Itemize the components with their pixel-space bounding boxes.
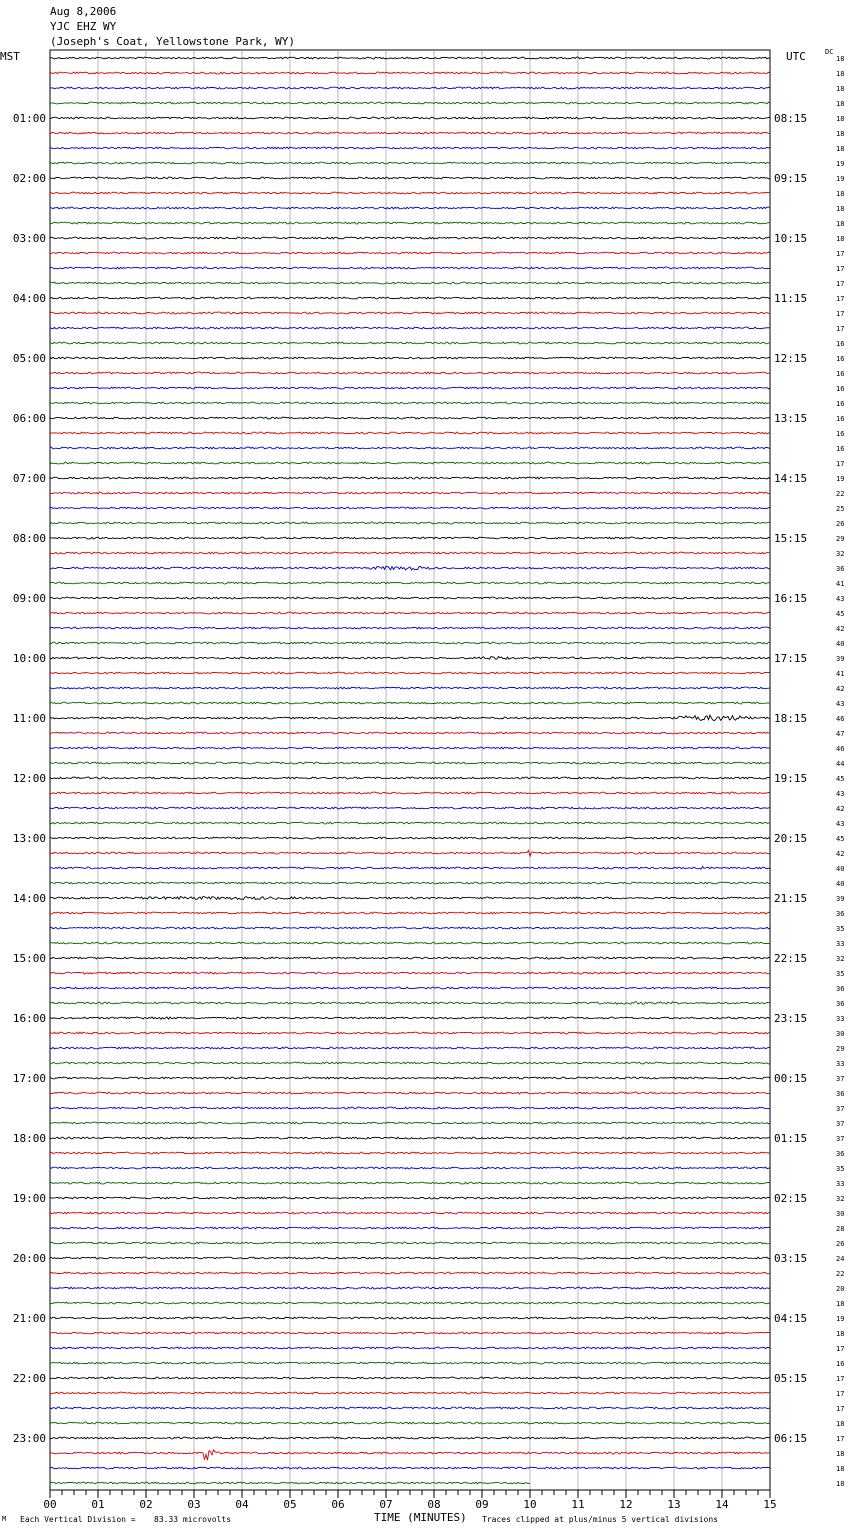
utc-hour-label: 08:15 bbox=[774, 112, 808, 125]
mst-hour-label: 04:00 bbox=[12, 292, 46, 305]
seismic-trace bbox=[50, 342, 770, 344]
dc-value: 41 bbox=[836, 580, 845, 588]
mst-hour-label: 14:00 bbox=[12, 892, 46, 905]
seismic-trace bbox=[50, 357, 770, 359]
seismic-trace bbox=[50, 1392, 770, 1394]
utc-hour-label: 22:15 bbox=[774, 952, 808, 965]
dc-value: 44 bbox=[836, 760, 845, 768]
seismic-trace bbox=[50, 1182, 770, 1184]
seismic-trace bbox=[50, 237, 770, 239]
dc-value: 20 bbox=[836, 1285, 845, 1293]
dc-value: 22 bbox=[836, 1270, 845, 1278]
dc-value: 39 bbox=[836, 655, 845, 663]
x-tick-label: 08 bbox=[427, 1498, 441, 1511]
dc-value: 30 bbox=[836, 1210, 845, 1218]
x-tick-label: 05 bbox=[283, 1498, 297, 1511]
dc-value: 18 bbox=[836, 145, 845, 153]
seismic-trace bbox=[50, 432, 770, 434]
mst-hour-label: 06:00 bbox=[12, 412, 46, 425]
dc-value: 28 bbox=[836, 1225, 845, 1233]
seismic-trace bbox=[50, 1047, 770, 1049]
dc-value: 43 bbox=[836, 700, 845, 708]
seismic-trace bbox=[50, 1077, 770, 1079]
seismic-trace bbox=[50, 327, 770, 329]
seismic-trace bbox=[50, 672, 770, 674]
mst-hour-label: 16:00 bbox=[12, 1012, 46, 1025]
dc-value: 37 bbox=[836, 1120, 845, 1128]
dc-value: 33 bbox=[836, 1015, 845, 1023]
utc-hour-label: 03:15 bbox=[774, 1252, 808, 1265]
utc-hour-label: 06:15 bbox=[774, 1432, 808, 1445]
dc-value: 18 bbox=[836, 70, 845, 78]
dc-value: 18 bbox=[836, 1480, 845, 1488]
seismic-trace bbox=[50, 1302, 770, 1304]
utc-axis-label: UTC bbox=[786, 50, 806, 63]
mst-hour-label: 08:00 bbox=[12, 532, 46, 545]
dc-value: 18 bbox=[836, 115, 845, 123]
utc-hour-label: 04:15 bbox=[774, 1312, 808, 1325]
dc-value: 18 bbox=[836, 1420, 845, 1428]
seismic-trace bbox=[50, 850, 770, 856]
seismic-trace bbox=[50, 312, 770, 314]
seismic-trace bbox=[50, 1450, 770, 1460]
clip-note: Traces clipped at plus/minus 5 vertical divisions bbox=[482, 1515, 719, 1524]
seismic-trace bbox=[50, 402, 770, 404]
plot-frame bbox=[50, 50, 770, 1490]
dc-value: 18 bbox=[836, 100, 845, 108]
dc-value: 16 bbox=[836, 400, 845, 408]
seismic-trace bbox=[50, 1332, 770, 1334]
seismic-trace bbox=[50, 702, 770, 704]
seismic-trace bbox=[50, 372, 770, 374]
seismic-trace bbox=[50, 1137, 770, 1139]
seismic-trace bbox=[50, 747, 770, 749]
seismic-trace bbox=[50, 1242, 770, 1244]
seismic-trace bbox=[50, 612, 770, 614]
seismic-trace bbox=[50, 1227, 770, 1229]
x-tick-label: 01 bbox=[91, 1498, 105, 1511]
utc-hour-label: 00:15 bbox=[774, 1072, 808, 1085]
dc-value: 43 bbox=[836, 820, 845, 828]
dc-value: 19 bbox=[836, 160, 845, 168]
seismic-trace bbox=[50, 897, 770, 900]
seismic-trace bbox=[50, 267, 770, 269]
seismic-trace bbox=[50, 687, 770, 689]
dc-value: 18 bbox=[836, 1330, 845, 1338]
dc-value: 29 bbox=[836, 1045, 845, 1053]
utc-hour-label: 05:15 bbox=[774, 1372, 808, 1385]
dc-value: 18 bbox=[836, 1450, 845, 1458]
seismic-trace bbox=[50, 762, 770, 764]
dc-value: 17 bbox=[836, 310, 845, 318]
seismic-trace bbox=[50, 807, 770, 809]
utc-hour-label: 01:15 bbox=[774, 1132, 808, 1145]
dc-value: 40 bbox=[836, 880, 845, 888]
dc-value: 36 bbox=[836, 1150, 845, 1158]
seismic-trace bbox=[50, 1107, 770, 1109]
seismic-trace bbox=[50, 642, 770, 644]
dc-value: 33 bbox=[836, 940, 845, 948]
dc-value: 16 bbox=[836, 385, 845, 393]
dc-value: 35 bbox=[836, 1165, 845, 1173]
x-tick-label: 10 bbox=[523, 1498, 537, 1511]
dc-value: 17 bbox=[836, 325, 845, 333]
seismic-trace bbox=[50, 57, 770, 59]
dc-column-label: DC bbox=[825, 48, 834, 56]
dc-value: 32 bbox=[836, 1195, 845, 1203]
dc-value: 18 bbox=[836, 205, 845, 213]
seismic-trace bbox=[50, 1062, 770, 1064]
seismic-trace bbox=[50, 627, 770, 629]
dc-value: 40 bbox=[836, 640, 845, 648]
seismic-trace bbox=[50, 597, 770, 599]
x-tick-label: 04 bbox=[235, 1498, 249, 1511]
dc-value: 42 bbox=[836, 850, 845, 858]
seismic-trace bbox=[50, 417, 770, 419]
seismic-trace bbox=[50, 192, 770, 194]
dc-value: 45 bbox=[836, 610, 845, 618]
seismic-trace bbox=[50, 1362, 770, 1364]
utc-hour-label: 21:15 bbox=[774, 892, 808, 905]
dc-value: 19 bbox=[836, 1315, 845, 1323]
dc-value: 46 bbox=[836, 745, 845, 753]
dc-value: 42 bbox=[836, 685, 845, 693]
utc-hour-label: 23:15 bbox=[774, 1012, 808, 1025]
trace-group bbox=[50, 57, 770, 1484]
seismic-trace bbox=[50, 1347, 770, 1349]
dc-value: 33 bbox=[836, 1060, 845, 1068]
dc-value: 36 bbox=[836, 910, 845, 918]
mst-hour-label: 19:00 bbox=[12, 1192, 46, 1205]
seismic-trace bbox=[50, 1212, 770, 1214]
seismic-trace bbox=[50, 912, 770, 914]
dc-value: 18 bbox=[836, 235, 845, 243]
seismic-trace bbox=[50, 447, 770, 449]
seismic-trace bbox=[50, 1287, 770, 1289]
mst-hour-label: 21:00 bbox=[12, 1312, 46, 1325]
utc-hour-label: 11:15 bbox=[774, 292, 808, 305]
dc-value: 36 bbox=[836, 1090, 845, 1098]
dc-value: 43 bbox=[836, 790, 845, 798]
mst-hour-label: 17:00 bbox=[12, 1072, 46, 1085]
utc-hour-label: 20:15 bbox=[774, 832, 808, 845]
dc-value: 17 bbox=[836, 1375, 845, 1383]
seismic-trace bbox=[50, 117, 770, 119]
seismic-trace bbox=[50, 177, 770, 179]
seismic-trace bbox=[50, 1272, 770, 1274]
x-tick-label: 11 bbox=[571, 1498, 585, 1511]
seismic-trace bbox=[50, 582, 770, 584]
seismic-trace bbox=[50, 1032, 770, 1034]
dc-value: 18 bbox=[836, 130, 845, 138]
dc-value: 18 bbox=[836, 1465, 845, 1473]
seismic-trace bbox=[50, 297, 770, 299]
seismic-trace bbox=[50, 566, 770, 570]
seismic-trace bbox=[50, 927, 770, 929]
seismic-trace bbox=[50, 732, 770, 734]
seismic-trace bbox=[50, 715, 770, 721]
seismic-trace bbox=[50, 822, 770, 824]
station-code: YJC EHZ WY bbox=[50, 20, 117, 33]
dc-value: 19 bbox=[836, 175, 845, 183]
seismic-trace bbox=[50, 1257, 770, 1259]
seismic-trace bbox=[50, 207, 770, 209]
dc-value: 45 bbox=[836, 835, 845, 843]
dc-value: 37 bbox=[836, 1105, 845, 1113]
dc-value: 18 bbox=[836, 85, 845, 93]
seismic-trace bbox=[50, 882, 770, 884]
x-tick-label: 07 bbox=[379, 1498, 393, 1511]
seismic-trace bbox=[50, 87, 770, 89]
dc-value: 16 bbox=[836, 415, 845, 423]
seismic-trace bbox=[50, 222, 770, 224]
seismic-trace bbox=[50, 522, 770, 524]
mst-hour-label: 20:00 bbox=[12, 1252, 46, 1265]
utc-hour-label: 19:15 bbox=[774, 772, 808, 785]
seismic-trace bbox=[50, 462, 770, 464]
seismic-trace bbox=[50, 102, 770, 104]
x-tick-label: 15 bbox=[763, 1498, 777, 1511]
dc-value: 29 bbox=[836, 535, 845, 543]
dc-value: 22 bbox=[836, 490, 845, 498]
mst-hour-label: 07:00 bbox=[12, 472, 46, 485]
x-tick-label: 03 bbox=[187, 1498, 201, 1511]
seismic-trace bbox=[50, 537, 770, 539]
seismic-trace bbox=[50, 777, 770, 779]
seismic-trace bbox=[50, 987, 770, 989]
dc-value: 18 bbox=[836, 1300, 845, 1308]
seismic-trace bbox=[50, 492, 770, 494]
seismic-trace bbox=[50, 1437, 770, 1439]
utc-hour-label: 16:15 bbox=[774, 592, 808, 605]
seismic-trace bbox=[50, 942, 770, 944]
dc-value: 46 bbox=[836, 715, 845, 723]
dc-value: 17 bbox=[836, 280, 845, 288]
x-tick-label: 06 bbox=[331, 1498, 345, 1511]
seismic-trace bbox=[50, 1467, 770, 1469]
dc-value: 16 bbox=[836, 1360, 845, 1368]
dc-value: 43 bbox=[836, 595, 845, 603]
dc-value: 32 bbox=[836, 550, 845, 558]
seismic-trace bbox=[50, 1377, 770, 1379]
division-value: 83.33 microvolts bbox=[154, 1515, 232, 1524]
seismic-trace bbox=[50, 387, 770, 389]
seismic-trace bbox=[50, 1017, 770, 1019]
dc-value: 37 bbox=[836, 1075, 845, 1083]
dc-value: 41 bbox=[836, 670, 845, 678]
seismic-trace bbox=[50, 282, 770, 284]
utc-hour-label: 09:15 bbox=[774, 172, 808, 185]
mst-hour-label: 02:00 bbox=[12, 172, 46, 185]
dc-value: 17 bbox=[836, 1405, 845, 1413]
seismic-trace bbox=[50, 147, 770, 149]
dc-value: 17 bbox=[836, 295, 845, 303]
dc-value: 17 bbox=[836, 250, 845, 258]
dc-value: 18 bbox=[836, 190, 845, 198]
dc-value: 42 bbox=[836, 805, 845, 813]
dc-value: 36 bbox=[836, 985, 845, 993]
dc-value: 17 bbox=[836, 1345, 845, 1353]
dc-value: 26 bbox=[836, 1240, 845, 1248]
seismic-trace bbox=[50, 1152, 770, 1154]
utc-hour-label: 18:15 bbox=[774, 712, 808, 725]
dc-value: 16 bbox=[836, 430, 845, 438]
dc-value: 18 bbox=[836, 55, 845, 63]
dc-value: 19 bbox=[836, 475, 845, 483]
mst-hour-label: 23:00 bbox=[12, 1432, 46, 1445]
mst-hour-label: 09:00 bbox=[12, 592, 46, 605]
dc-value: 24 bbox=[836, 1255, 845, 1263]
utc-hour-label: 17:15 bbox=[774, 652, 808, 665]
mst-hour-label: 18:00 bbox=[12, 1132, 46, 1145]
dc-value: 35 bbox=[836, 970, 845, 978]
dc-value: 37 bbox=[836, 1135, 845, 1143]
seismic-trace bbox=[50, 837, 770, 839]
seismic-trace bbox=[50, 132, 770, 134]
x-axis-title: TIME (MINUTES) bbox=[374, 1511, 467, 1524]
utc-hour-label: 10:15 bbox=[774, 232, 808, 245]
dc-value: 33 bbox=[836, 1180, 845, 1188]
station-location: (Joseph's Coat, Yellowstone Park, WY) bbox=[50, 35, 296, 48]
utc-hour-label: 12:15 bbox=[774, 352, 808, 365]
dc-value: 40 bbox=[836, 865, 845, 873]
seismic-trace bbox=[50, 972, 770, 974]
dc-value: 39 bbox=[836, 895, 845, 903]
dc-value: 17 bbox=[836, 460, 845, 468]
dc-value: 26 bbox=[836, 520, 845, 528]
mst-hour-label: 13:00 bbox=[12, 832, 46, 845]
dc-value: 25 bbox=[836, 505, 845, 513]
seismic-trace bbox=[50, 656, 770, 659]
x-tick-label: 00 bbox=[43, 1498, 57, 1511]
seismic-trace bbox=[50, 477, 770, 479]
dc-value: 16 bbox=[836, 370, 845, 378]
seismic-trace bbox=[50, 1122, 770, 1124]
x-tick-label: 13 bbox=[667, 1498, 681, 1511]
seismic-trace bbox=[50, 1197, 770, 1199]
utc-hour-label: 02:15 bbox=[774, 1192, 808, 1205]
dc-value: 32 bbox=[836, 955, 845, 963]
dc-value: 45 bbox=[836, 775, 845, 783]
dc-value: 30 bbox=[836, 1030, 845, 1038]
seismic-trace bbox=[50, 1092, 770, 1094]
x-tick-label: 09 bbox=[475, 1498, 489, 1511]
mst-hour-label: 12:00 bbox=[12, 772, 46, 785]
dc-value: 17 bbox=[836, 1390, 845, 1398]
seismic-trace bbox=[50, 72, 770, 74]
seismic-trace bbox=[50, 1407, 770, 1409]
x-tick-label: 02 bbox=[139, 1498, 153, 1511]
dc-value: 42 bbox=[836, 625, 845, 633]
seismic-trace bbox=[50, 252, 770, 254]
x-tick-label: 14 bbox=[715, 1498, 729, 1511]
mst-hour-label: 01:00 bbox=[12, 112, 46, 125]
seismic-trace bbox=[50, 1317, 770, 1319]
grid-lines bbox=[50, 50, 770, 1490]
time-axis bbox=[43, 1490, 776, 1511]
seismic-trace bbox=[50, 867, 770, 870]
dc-value: 17 bbox=[836, 1435, 845, 1443]
division-label: Each Vertical Division = bbox=[20, 1515, 136, 1524]
dc-value: 16 bbox=[836, 340, 845, 348]
seismic-trace bbox=[50, 957, 770, 959]
mst-axis-label: MST bbox=[0, 50, 20, 63]
mst-hour-label: 11:00 bbox=[12, 712, 46, 725]
seismic-trace bbox=[50, 552, 770, 554]
dc-value: 36 bbox=[836, 565, 845, 573]
dc-value: 47 bbox=[836, 730, 845, 738]
seismic-trace bbox=[50, 1002, 770, 1005]
dc-value: 36 bbox=[836, 1000, 845, 1008]
seismic-trace bbox=[50, 507, 770, 509]
dc-value: 18 bbox=[836, 220, 845, 228]
x-tick-label: 12 bbox=[619, 1498, 633, 1511]
footer-mark: M bbox=[2, 1515, 7, 1523]
seismic-trace bbox=[50, 792, 770, 794]
dc-value: 35 bbox=[836, 925, 845, 933]
mst-hour-label: 05:00 bbox=[12, 352, 46, 365]
seismic-trace bbox=[50, 162, 770, 164]
utc-hour-label: 15:15 bbox=[774, 532, 808, 545]
seismic-trace bbox=[50, 1422, 770, 1424]
utc-hour-label: 13:15 bbox=[774, 412, 808, 425]
mst-hour-label: 15:00 bbox=[12, 952, 46, 965]
seismic-trace bbox=[50, 1167, 770, 1169]
plot-date: Aug 8,2006 bbox=[50, 5, 117, 18]
mst-hour-label: 03:00 bbox=[12, 232, 46, 245]
dc-value: 16 bbox=[836, 445, 845, 453]
dc-value: 16 bbox=[836, 355, 845, 363]
dc-value: 17 bbox=[836, 265, 845, 273]
utc-hour-label: 14:15 bbox=[774, 472, 808, 485]
mst-hour-label: 10:00 bbox=[12, 652, 46, 665]
mst-hour-label: 22:00 bbox=[12, 1372, 46, 1385]
